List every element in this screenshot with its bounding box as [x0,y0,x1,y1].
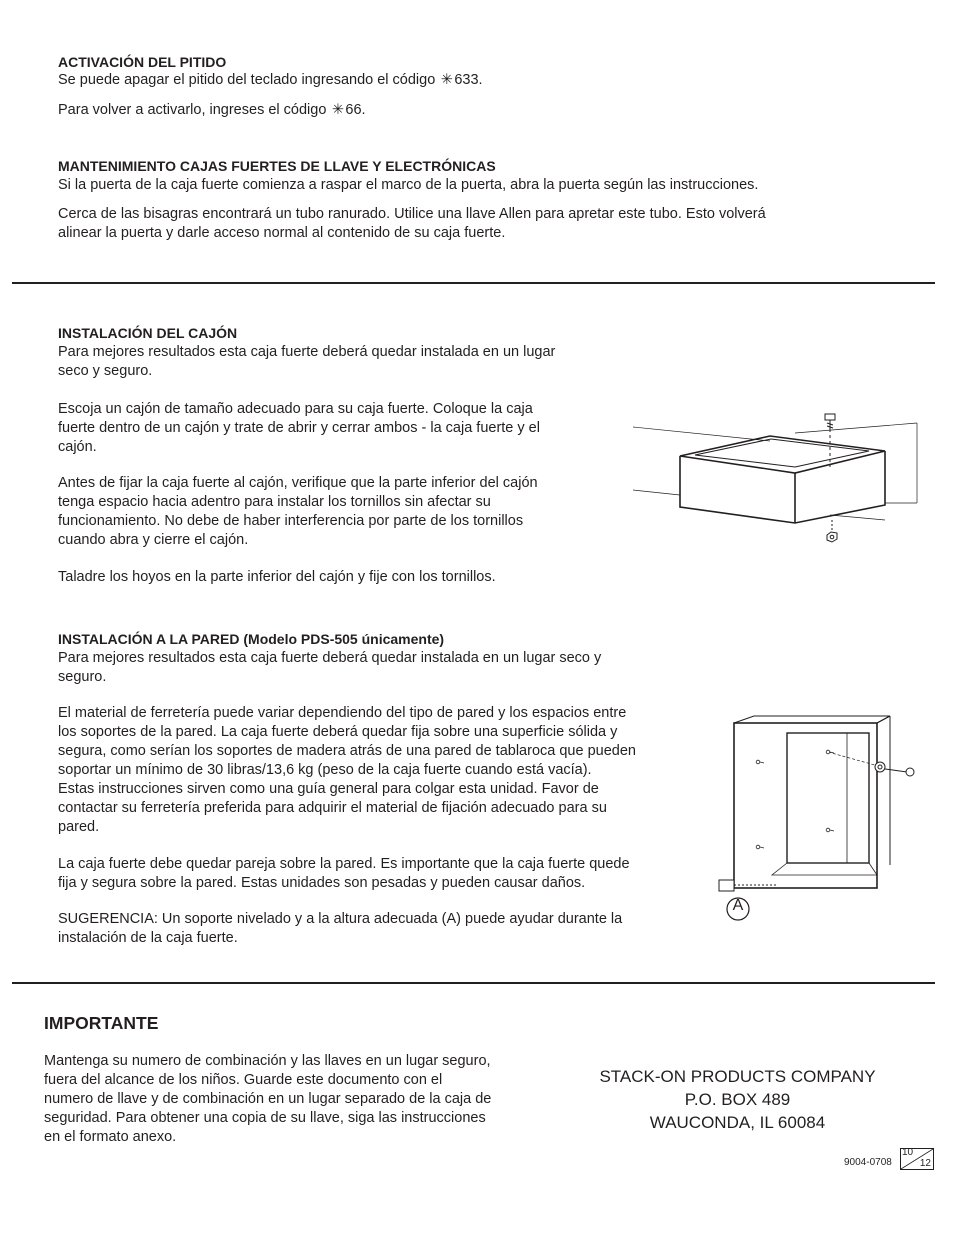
company-name: STACK-ON PRODUCTS COMPANY [599,1067,876,1086]
beep-line-2 [58,101,366,120]
maintenance-p2-line1: Cerca de las bisagras encontrará un tubo ranurado. Utilice una llave Allen para apretar este tubo. Esto volverá [58,206,766,222]
section-divider [12,982,935,984]
company-po-box: P.O. BOX 489 [684,1090,791,1109]
page-total: 12 [919,1158,931,1169]
screw-icon [825,414,835,431]
document-code: 9004-0708 [844,1157,892,1168]
wall-line: pared. [58,819,100,835]
important-line: numero de llave y de combinación en un lugar separado de la caja de [44,1091,492,1107]
drawer-title: INSTALACIÓN DEL CAJÓN [58,325,238,341]
maintenance-title: MANTENIMIENTO CAJAS FUERTES DE LLAVE Y ELECTRÓNICAS [58,158,496,174]
wall-line: fija y segura sobre la pared. Estas unidades son pesadas y pueden causar daños. [58,875,586,891]
screw-icon [875,762,914,776]
important-line: en el formato anexo. [44,1129,177,1145]
beep-line-1-text: Se puede apagar el pitido del teclado ingresando el código [58,72,440,88]
wall-install-diagram [712,705,927,925]
drawer-line: Para mejores resultados esta caja fuerte deberá quedar instalada en un lugar [58,344,556,360]
page-indicator [900,1148,934,1170]
drawer-text [58,343,618,587]
wall-line: instalación de la caja fuerte. [58,930,238,946]
wall-line: Para mejores resultados esta caja fuerte deberá quedar instalada en un lugar seco y [58,650,602,666]
drawer-line: cajón. [58,439,97,455]
important-text [44,1052,544,1147]
mounting-hole-icons [756,750,834,849]
beep-line-2-text: Para volver a activarlo, ingreses el código [58,102,331,118]
drawer-line: funcionamiento. No debe de haber interferencia por parte de los tornillos [58,513,524,529]
beep-code-on: 66. [345,102,366,118]
important-line: Mantenga su numero de combinación y las llaves en un lugar seguro, [44,1053,491,1069]
maintenance-p1: Si la puerta de la caja fuerte comienza a raspar el marco de la puerta, abra la puerta según las instrucciones. [58,177,759,193]
figure-label-a: A [732,897,744,914]
maintenance-p2-line2: alinear la puerta y darle acceso normal al contenido de su caja fuerte. [58,225,506,241]
important-line: seguridad. Para obtener una copia de su llave, siga las instrucciones [44,1110,486,1126]
beep-line-1 [58,71,483,90]
wall-line: El material de ferretería puede variar dependiendo del tipo de pared y los espacios entre [58,705,627,721]
wall-line: La caja fuerte debe quedar pareja sobre la pared. Es importante que la caja fuerte quede [58,856,630,872]
drawer-install-diagram [625,405,925,550]
drawer-line: fuerte dentro de un cajón y trate de abrir y cerrar ambos - la caja fuerte y el [58,420,540,436]
beep-title: ACTIVACIÓN DEL PITIDO [58,54,227,70]
support-ledger [719,880,777,891]
drawer-line: Antes de fijar la caja fuerte al cajón, verifique que la parte inferior del cajón [58,475,538,491]
asterisk-icon: ✳ [440,72,453,88]
company-city: WAUCONDA, IL 60084 [649,1113,826,1132]
wall-line: seguro. [58,669,107,685]
wall-line: contactar su ferretería preferida para adquirir el material de fijación adecuado para su [58,800,607,816]
nut-icon [827,532,837,542]
important-title: IMPORTANTE [44,1013,159,1033]
section-divider [12,282,935,284]
wall-line: Estas instrucciones sirven como una guía general para colgar esta unidad. Favor de [58,781,599,797]
wall-line: los soportes de la pared. La caja fuerte deberá quedar fija sobre una superficie sólida y [58,724,618,740]
drawer-line: Escoja un cajón de tamaño adecuado para su caja fuerte. Coloque la caja [58,401,533,417]
beep-code-off: 633. [454,72,483,88]
important-line: fuera del alcance de los niños. Guarde este documento con el [44,1072,443,1088]
wall-line: soportar un mínimo de 30 libras/13,6 kg (peso de la caja fuerte cuando está vacía). [58,762,592,778]
wall-line: segura, como serían los soportes de madera atrás de una pared de tablaroca que pueden [58,743,636,759]
drawer-line: tenga espacio hacia adentro para instalar los tornillos sin afectar su [58,494,491,510]
asterisk-icon: ✳ [331,102,344,118]
drawer-line: Taladre los hoyos en la parte inferior del cajón y fije con los tornillos. [58,569,496,585]
page-number: 10 [902,1147,914,1158]
company-address [570,1065,905,1134]
wall-text [58,649,698,948]
wall-title: INSTALACIÓN A LA PARED (Modelo PDS-505 únicamente) [58,631,445,647]
drawer-line: seco y seguro. [58,363,153,379]
drawer-line: cuando abra y cierre el cajón. [58,532,249,548]
wall-line: SUGERENCIA: Un soporte nivelado y a la altura adecuada (A) puede ayudar durante la [58,911,623,927]
